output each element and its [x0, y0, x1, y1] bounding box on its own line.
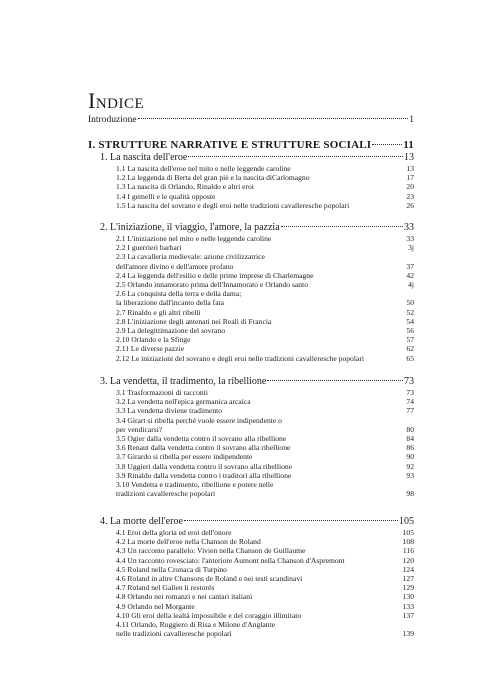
toc-subsection-page: 52: [406, 307, 414, 317]
toc-subsection-label: 3.6 Renaut dalla vendetta contro il sovrano alla ribellione: [116, 443, 291, 453]
toc-subsection-page: 13: [406, 164, 414, 173]
toc-subsection-label: 4.5 Roland nella Cronaca di Turpino: [116, 564, 227, 574]
toc-subsection-label: 4.9 Orlando nel Morgante: [116, 601, 195, 611]
toc-subsection: [88, 397, 414, 406]
toc-chapter: [88, 516, 414, 527]
toc-subsection: [88, 289, 414, 298]
toc-subsection: [88, 317, 414, 326]
toc-subsection-page: 56: [406, 326, 414, 335]
toc-subsection-page: 93: [406, 470, 414, 480]
toc-subsection-label: 2.3 La cavalleria medievale: azione civilizzatrice: [116, 252, 265, 262]
toc-subsection-label: 3.7 Girardo si ribella per essere indipendente: [116, 452, 253, 462]
toc-subsection-page: 80: [406, 424, 414, 434]
toc-subsection: [88, 583, 414, 592]
toc-subsection: [88, 574, 414, 583]
toc-subsection-page: 37: [406, 261, 414, 271]
toc-subsection-page: 74: [406, 397, 414, 407]
toc-subsection-label: 3.5 Ogier dalla vendetta contro il sovrano alla ribellione: [116, 434, 287, 443]
toc-subsection: [88, 298, 414, 307]
toc-chapter: [88, 152, 414, 163]
toc-subsection-label: 2.5 Orlando innamorato prima dell'Innamorato e Orlando santo: [116, 280, 309, 289]
toc-subsection-page: 86: [406, 443, 414, 453]
toc-subsection-label: 4.7 Roland nel Galien li restorés: [116, 583, 215, 593]
toc-subsection-label: 3.1 Trasformazioni di racconti: [116, 388, 208, 397]
toc-subsection-page: 116: [402, 546, 414, 556]
toc-subsection-label: 4.8 Orlando nei romanzi e nei cantari italiani: [116, 592, 253, 602]
toc-subsection: [88, 443, 414, 452]
toc-subsection: [88, 354, 414, 363]
toc-introduction-page: 1: [409, 115, 414, 125]
toc-subsection-page: 23: [406, 191, 414, 201]
toc-chapter-label: 2. L'iniziazione, il viaggio, l'amore, la pazzia: [100, 222, 280, 233]
toc-subsection-page: 137: [402, 610, 414, 620]
toc-subsection-label: 1.4 I gemelli e le qualità opposte: [116, 191, 216, 201]
toc-subsection-page: 3j: [408, 243, 414, 253]
toc-subsection-page: 130: [402, 592, 414, 602]
toc-subsection-label: 2.4 La leggenda dell'esilio e delle prime imprese di Charlemagne: [116, 270, 314, 280]
toc-subsection-label: 4.6 Roland in altre Chansons de Roland e nei testi scandinavi: [116, 574, 303, 583]
toc-introduction-label: Introduzione: [88, 115, 137, 125]
toc-subsection-label: 2.9 La delegittimazione del sovrano: [116, 326, 226, 335]
toc-subsection-page: 120: [402, 555, 414, 565]
toc-subsection: [88, 271, 414, 280]
toc-chapter-page: 33: [404, 222, 414, 233]
toc-subsection: [88, 326, 414, 335]
toc-subsection-label: 3.4 Girart si ribella perché vuole essere indipendente o: [116, 415, 282, 425]
toc-chapter-label: 3. La vendetta, il tradimento, la ribellione: [100, 376, 267, 387]
toc-subsection: [88, 452, 414, 461]
toc-subsection-label: 4.4 Un racconto rovesciato: l'anteriore Aumont nella Chanson d'Aspremont: [116, 555, 345, 565]
toc-chapter-page: 73: [404, 376, 414, 387]
toc-subsection: [88, 434, 414, 443]
toc-subsection: [88, 280, 414, 289]
toc-subsection-label: dell'amore divino e dell'amore profano: [116, 261, 234, 271]
toc-subsection-label: 1.5 La nascita del sovrano e degli eroi nelle tradizioni cavalleresche popolari: [116, 200, 350, 210]
toc-subsection: [88, 629, 414, 638]
toc-subsection-label: 2.7 Rinaldo e gli altri ribelli: [116, 307, 201, 317]
toc-subsection: [88, 262, 414, 271]
toc-subsection-page: 42: [406, 270, 414, 280]
toc-subsection-label: 3.3 La vendetta diviene tradimento: [116, 406, 223, 416]
toc-subsection-page: 4j: [408, 280, 414, 289]
leader-dots: [267, 380, 403, 381]
toc-part-heading: [88, 139, 414, 151]
toc-subsection-page: 33: [406, 234, 414, 243]
toc-subsection-page: 50: [406, 298, 414, 308]
toc-subsection-label: 3.10 Vendetta e tradimento, ribellione e potere nelle: [116, 480, 274, 489]
toc-subsection-label: 4.2 La morte dell'eroe nella Chanson de Roland: [116, 537, 261, 547]
toc-subsection-label: 2.1 L'iniziazione nel mito e nelle leggende caroline: [116, 234, 272, 243]
toc-part-heading-page: 11: [403, 139, 414, 151]
leader-dots: [184, 520, 398, 521]
toc-subsection: [88, 480, 414, 489]
toc-subsection-page: 77: [406, 406, 414, 416]
toc-subsection: [88, 164, 414, 173]
toc-subsection: [88, 489, 414, 498]
toc-subsection-label: 4.1 Eroi della gloria ed eroi dell'onore: [116, 528, 232, 537]
toc-subsection-page: 26: [406, 200, 414, 210]
toc-subsection: [88, 243, 414, 252]
toc-subsection-page: 133: [402, 601, 414, 611]
toc-subsection: [88, 528, 414, 537]
toc-subsection-page: 98: [406, 489, 414, 499]
toc-subsection-page: 124: [402, 564, 414, 574]
toc-subsection-page: 20: [406, 182, 414, 192]
toc-introduction: [88, 115, 414, 125]
toc-subsection: [88, 537, 414, 546]
toc-subsection-page: 62: [406, 344, 414, 354]
toc-subsection: [88, 192, 414, 201]
toc-chapter-label: 4. La morte dell'eroe: [100, 516, 183, 527]
toc-subsection-label: 2.2 I guerrieri barbari: [116, 243, 182, 253]
toc-subsection: [88, 173, 414, 182]
toc-subsection-page: 57: [406, 335, 414, 345]
toc-subsection-label: 4.11 Orlando, Ruggiero di Risa e Milone d'Anglante: [116, 620, 276, 629]
toc-subsection-label: 1.3 La nascita di Orlando, Rinaldo e altri eroi: [116, 182, 254, 192]
toc-subsection-label: 3.2 La vendetta nell'epica germanica arcaica: [116, 397, 251, 407]
toc-subsection-page: 129: [402, 583, 414, 593]
toc-subsection: [88, 201, 414, 210]
toc-chapter-label: 1. La nascita dell'eroe: [100, 152, 188, 163]
toc-chapter: [88, 376, 414, 387]
toc-subsection-page: 139: [402, 629, 414, 639]
toc-subsection-label: 2.10 Orlando e la Sfinge: [116, 335, 191, 345]
toc-subsection-page: 105: [402, 528, 414, 537]
toc-chapter-page: 13: [404, 152, 414, 163]
toc-subsection-page: 17: [406, 173, 414, 183]
toc-subsection-page: 73: [406, 388, 414, 397]
toc-subsection-page: 108: [402, 537, 414, 547]
toc-subsection-label: 2.12 Le iniziazioni del sovrano e degli eroi nelle tradizioni cavalleresche popolari: [116, 353, 364, 363]
leader-dots: [281, 226, 403, 227]
toc-subsection: [88, 416, 414, 425]
toc-subsection: [88, 620, 414, 629]
toc-subsection: [88, 344, 414, 353]
toc-subsection-label: 4.3 Un racconto parallelo: Vivien nella Chanson de Guillaume: [116, 546, 306, 556]
toc-subsection-label: la liberazione dall'incanto della fata: [116, 298, 225, 308]
toc-part-heading-label: I. STRUTTURE NARRATIVE E STRUTTURE SOCIALI: [88, 139, 372, 151]
leader-dots: [188, 156, 403, 157]
toc-subsection: [88, 335, 414, 344]
toc-subsection: [88, 425, 414, 434]
leader-dots: [372, 144, 402, 145]
toc-subsection: [88, 556, 414, 565]
toc-subsection: [88, 546, 414, 555]
toc-subsection-page: 65: [406, 353, 414, 363]
toc-chapter: [88, 222, 414, 233]
toc-subsection-label: 1.2 La leggenda di Berta del gran piè e la nascita diCarlomagno: [116, 173, 310, 183]
toc-subsection-page: 54: [406, 316, 414, 326]
toc-subsection-label: 2.6 La conquista della terra e della dama;: [116, 289, 242, 299]
toc-subsection-page: 90: [406, 452, 414, 462]
toc-subsection: [88, 471, 414, 480]
page-title: Indice: [88, 88, 145, 113]
toc-subsection-label: 2.8 L'iniziazione degli antenati nei Reali di Francia: [116, 316, 272, 326]
toc-subsection: [88, 611, 414, 620]
toc-subsection-label: 1.1 La nascita dell'eroe nel mito e nelle leggende caroline: [116, 164, 291, 173]
toc-subsection-page: 84: [406, 434, 414, 443]
toc-subsection-label: per vendicarsi?: [116, 424, 163, 434]
toc-subsection: [88, 592, 414, 601]
toc-subsection-label: 4.10 Gli eroi della lealtà impossibile e del coraggio illimitato: [116, 610, 302, 620]
toc-subsection-label: tradizioni cavalleresche popolari: [116, 489, 216, 499]
toc-chapter-page: 105: [399, 516, 414, 527]
toc-subsection-label: 3.9 Rinaldo dalla vendetta contro i traditori alla ribellione: [116, 470, 292, 480]
toc-subsection: [88, 406, 414, 415]
toc-subsection: [88, 602, 414, 611]
toc-subsection-label: nelle tradizioni cavalleresche popolari: [116, 629, 232, 639]
toc-subsection: [88, 252, 414, 261]
toc-subsection-label: 3.8 Uggieri dalla vendetta contro il sovrano alla ribellione: [116, 461, 293, 471]
toc-subsection: [88, 308, 414, 317]
leader-dots: [138, 118, 409, 119]
toc-subsection-page: 92: [406, 461, 414, 471]
toc-subsection-label: 2.11 Le diverse pazzie: [116, 344, 185, 354]
toc-subsection: [88, 565, 414, 574]
toc-subsection-page: 127: [402, 574, 414, 583]
toc-subsection: [88, 234, 414, 243]
toc-subsection: [88, 182, 414, 191]
toc-subsection: [88, 462, 414, 471]
toc-subsection: [88, 388, 414, 397]
